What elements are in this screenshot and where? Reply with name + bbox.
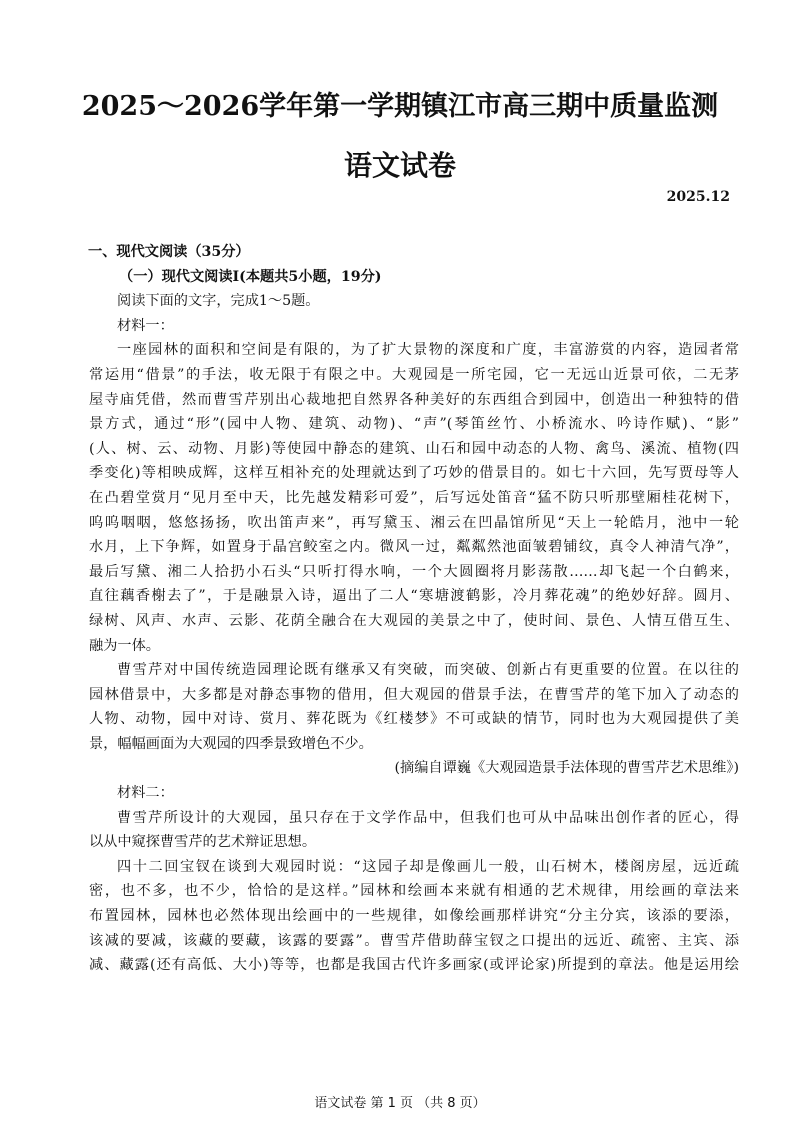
reading-instruction: 阅读下面的文字，完成1～5题。 — [117, 293, 320, 310]
text-line: 在凸碧堂赏月“见月至中天，比先越发精彩可爱”，后写远处笛音“猛不防只听那壁厢桂花树下， — [89, 489, 739, 506]
text-line: 景方式，通过“形”(园中人物、建筑、动物)、“声”(琴笛丝竹、小桥流水、吟诗作赋)、“影” — [89, 416, 739, 433]
text-line: 直往藕香榭去了”，于是融景入诗，逼出了二人“寒塘渡鹤影，冷月葬花魂”的绝妙好辞。圆月、 — [89, 588, 739, 605]
section-heading: 一、现代文阅读（35分） — [88, 244, 250, 260]
paragraph — [89, 806, 739, 855]
exam-content — [89, 240, 739, 978]
text-line: (人、树、云、动物、月影)等使园中静态的建筑、山石和园中动态的人物、禽鸟、溪流、植物(四 — [89, 440, 739, 457]
text-line: 园林借景中，大多都是对静态事物的借用，但大观园的借景手法，在曹雪芹的笔下加入了动态的 — [89, 686, 739, 703]
text-line: 曹雪芹对中国传统造园理论既有继承又有突破，而突破、创新占有更重要的位置。在以往的 — [117, 662, 739, 679]
text-line: 最后写黛、湘二人拾扔小石头“只听打得水响，一个大圆圈将月影荡散……却飞起一个白鹤来， — [89, 563, 739, 580]
exam-title: 2025～2026学年第一学期镇江市高三期中质量监测 — [81, 91, 719, 122]
text-line: 屋寺庙凭借，然而曹雪芹别出心裁地把自然界各种美好的东西组合到园中，创造出一种独特的借 — [89, 391, 739, 408]
page-footer: 语文试卷 第 1 页 （共 8 页） — [314, 1096, 486, 1111]
paragraph — [89, 658, 739, 756]
text-line: 该减的要减，该藏的要藏，该露的要露”。曹雪芹借助薛宝钗之口提出的远近、疏密、主宾、添 — [89, 932, 739, 949]
material-two-label: 材料二： — [117, 785, 174, 802]
text-line: 水月，上下争辉，如置身于晶宫鲛室之内。微风一过，粼粼然池面皱碧铺纹，真令人神清气净”， — [89, 539, 739, 556]
text-line: 曹雪芹所设计的大观园，虽只存在于文学作品中，但我们也可从中品味出创作者的匠心，得 — [117, 809, 739, 826]
exam-date: 2025.12 — [666, 189, 730, 205]
text-line: 布置园林，园林也必然体现出绘画中的一些规律，如像绘画那样讲究“分主分宾，该添的要添， — [89, 908, 739, 925]
text-line: 减、藏露(还有高低、大小)等等，也都是我国古代许多画家(或评论家)所提到的章法。他是运用绘 — [89, 957, 739, 974]
text-line: 人物、动物，园中对诗、赏月、葬花既为《红楼梦》不可或缺的情节，同时也为大观园提供了美 — [89, 711, 739, 728]
text-line: 常运用“借景”的手法，收无限于有限之中。大观园是一所宅园，它一无远山近景可依，二无茅 — [89, 366, 739, 383]
material-one-body — [89, 338, 739, 756]
paragraph — [89, 855, 739, 978]
text-line: 景，幅幅画面为大观园的四季景致增色不少。 — [89, 735, 373, 752]
text-line: 以从中窥探曹雪芹的艺术辩证思想。 — [89, 834, 317, 851]
exam-subtitle: 语文试卷 — [343, 149, 456, 182]
text-line: 呜呜咽咽，悠悠扬扬，吹出笛声来”，再写黛玉、湘云在凹晶馆所见“天上一轮皓月，池中一轮 — [89, 514, 739, 531]
text-line: 一座园林的面积和空间是有限的，为了扩大景物的深度和广度，丰富游赏的内容，造园者常 — [117, 342, 739, 359]
text-line: 融为一体。 — [89, 637, 160, 654]
material-one-label: 材料一： — [117, 317, 174, 334]
subsection-heading: （一）现代文阅读Ⅰ(本题共5小题，19分) — [119, 268, 382, 285]
text-line: 绿树、风声、水声、云影、花荫全融合在大观园的美景之中了，使时间、景色、人情互借互生、 — [89, 612, 739, 629]
paragraph — [89, 338, 739, 658]
text-line: 密，也不多，也不少，恰恰的是这样。”园林和绘画本来就有相通的艺术规律，用绘画的章法来 — [89, 883, 739, 900]
text-line: 四十二回宝钗在谈到大观园时说：“这园子却是像画儿一般，山石树木，楼阁房屋，远近疏 — [117, 858, 739, 875]
material-two-body — [89, 806, 739, 978]
material-one-source: (摘编自谭巍《大观园造景手法体现的曹雪芹艺术思维》) — [394, 760, 739, 777]
text-line: 季变化)等相映成辉，这样互相补充的处理就达到了巧妙的借景目的。如七十六回，先写贾母等人 — [89, 465, 739, 482]
